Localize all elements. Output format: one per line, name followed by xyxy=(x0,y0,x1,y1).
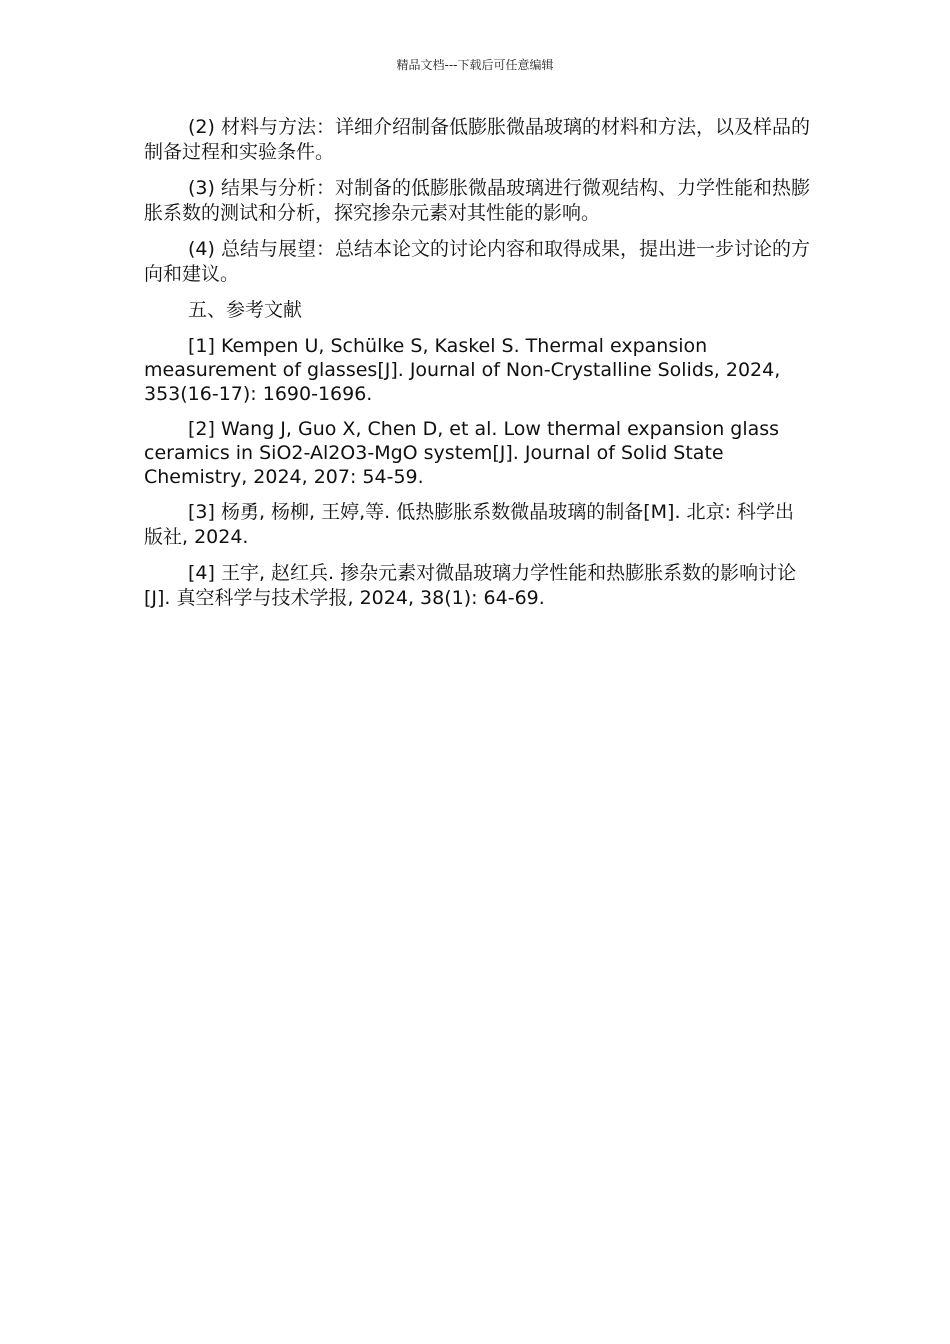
page-header: 精品文档---下载后可任意编辑 xyxy=(396,58,554,72)
section-summary-outlook: (4) 总结与展望：总结本论文的讨论内容和取得成果，提出进一步讨论的方向和建议。 xyxy=(144,238,810,285)
section-materials-methods: (2) 材料与方法：详细介绍制备低膨胀微晶玻璃的材料和方法，以及样品的制备过程和实验条件。 xyxy=(144,116,810,163)
section-results-analysis: (3) 结果与分析：对制备的低膨胀微晶玻璃进行微观结构、力学性能和热膨胀系数的测试和分析，探究掺杂元素对其性能的影响。 xyxy=(144,177,810,224)
references-heading: 五、参考文献 xyxy=(188,299,303,321)
reference-item: [4] 王宇, 赵红兵. 掺杂元素对微晶玻璃力学性能和热膨胀系数的影响讨论[J]. 真空科学与技术学报, 2024, 38(1): 64-69. xyxy=(144,562,797,609)
reference-item: [3] 杨勇, 杨柳, 王婷,等. 低热膨胀系数微晶玻璃的制备[M]. 北京: 科学出版社, 2024. xyxy=(144,501,794,548)
document-body xyxy=(144,115,810,622)
reference-item: [2] Wang J, Guo X, Chen D, et al. Low thermal expansion glass ceramics in SiO2-Al2O3-MgO system[J]. Journal of Solid State Chemistry, 2024, 207: 54-59. xyxy=(144,418,780,488)
reference-item: [1] Kempen U, Schülke S, Kaskel S. Thermal expansion measurement of glasses[J]. Journal of Non-Crystalline Solids, 2024, 353(16-17): 1690-1696. xyxy=(144,335,781,405)
